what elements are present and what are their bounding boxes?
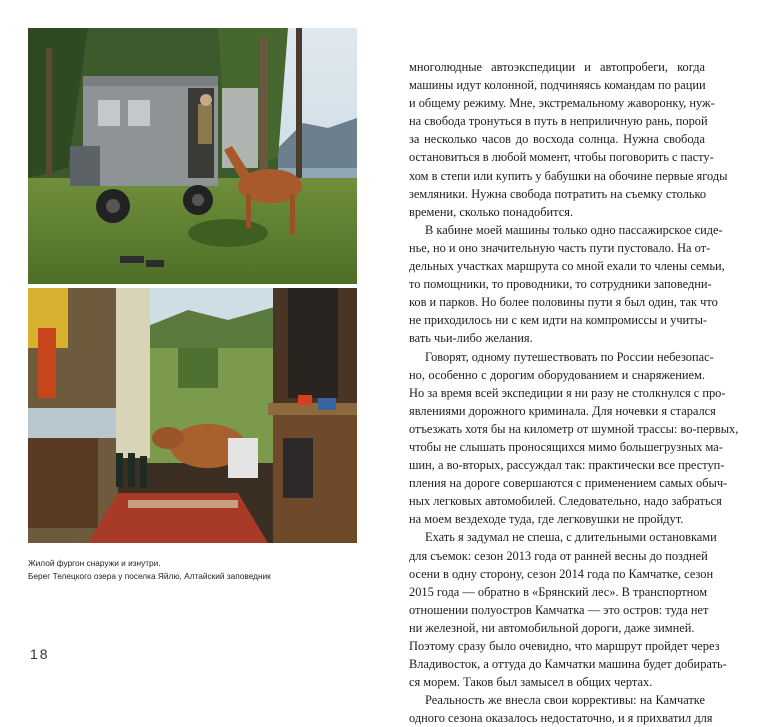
body-text-line: но, особенно с дорогим оборудованием и снаряжением. — [409, 367, 705, 382]
body-text-line: машины идут колонной, подчиняясь командам по рации — [409, 78, 706, 93]
body-text-line: ных легковых автомобилей. Следовательно, надо забраться — [409, 494, 722, 509]
body-text-line: не приходилось ни с кем идти на компромиссы и учиты- — [409, 313, 708, 328]
body-text-line: 2015 года — обратно в «Брянский лес». В транспортном — [409, 584, 708, 599]
body-text-line: В кабине моей машины только одно пассажирское сиде- — [425, 222, 723, 237]
body-text-line: Говорят, одному путешествовать по России небезопас- — [425, 349, 714, 364]
van-interior-photo — [28, 288, 357, 543]
van-interior-illustration — [28, 288, 357, 543]
body-text-line: пления на дороге совершаются с применением самых обыч- — [409, 476, 728, 491]
van-exterior-illustration — [28, 28, 357, 284]
body-text-line: ков и парков. Но более половины пути я был один, так что — [409, 295, 718, 310]
body-text-line: на свобода тронуться в путь в неприличную рань, порой — [409, 114, 708, 129]
van-exterior-photo — [28, 28, 357, 284]
body-text-line: Ехать я задумал не спеша, с длительными остановками — [425, 530, 717, 545]
body-text-line: хом в степи или купить у бабушки на обочине первые ягоды — [409, 168, 728, 183]
body-text-line: Владивосток, а оттуда до Камчатки машина будет добирать- — [409, 657, 727, 672]
body-text-line: отъезжать хотя бы на километр от шумной трассы: во-первых, — [409, 421, 739, 436]
body-text-line: нье, но и оно значительную часть пути пустовало. На от- — [409, 240, 711, 255]
photo-caption — [28, 557, 358, 582]
body-text-line: дельных участках маршрута со мной ехали то члены семьи, — [409, 259, 725, 274]
body-text-line: отношении полуостров Камчатка — это остров: туда нет — [409, 602, 709, 617]
body-text-line: то помощники, то проводники, то сотрудники заповедни- — [409, 277, 712, 292]
body-text-line: Но за время всей экспедиции я ни разу не столкнулся с про- — [409, 385, 726, 400]
body-text-line: ни железной, ни автомобильной дороги, даже зимней. — [409, 620, 695, 635]
body-text-line: осени в одну сторону, сезон 2014 года по Камчатке, сезон — [409, 566, 714, 581]
body-text-line: явлениями дорожного криминала. Для ночевки я старался — [409, 403, 716, 418]
body-text-line: на моем вездеходе туда, где легковушки не пройдут. — [409, 512, 684, 527]
body-text-line: шин, а во-вторых, рассуждал так: практически все преступ- — [409, 458, 725, 473]
body-text-line: вать чьи-либо желания. — [409, 331, 533, 346]
body-text-line: Реальность же внесла свои коррективы: на Камчатке — [425, 693, 705, 708]
body-text-line: для съемок: сезон 2013 года от ранней весны до поздней — [409, 548, 708, 563]
body-text-line: Поэтому сразу было очевидно, что маршрут пройдет через — [409, 639, 720, 653]
body-text-column — [409, 58, 739, 727]
body-text-line: времени, сколько понадобится. — [409, 204, 574, 219]
body-text-line: многолюдные автоэкспедиции и автопробеги, когда — [409, 60, 705, 74]
body-text-line: чтобы не слышать проносящихся мимо большегрузных ма- — [409, 439, 723, 454]
body-text-line: остановиться в любой момент, чтобы поговорить с пасту- — [409, 150, 714, 165]
caption-line-1: Жилой фургон снаружи и изнутри. — [28, 558, 161, 568]
body-text-line: за несколько часов до восхода солнца. Нужна свобода — [409, 132, 705, 147]
body-text-line: ся морем. Таков был замысел в общих чертах. — [409, 675, 653, 690]
body-text-line: одного сезона оказалось недостаточно, и я прихватил для — [409, 711, 713, 726]
page-number: 18 — [30, 646, 50, 662]
caption-line-2: Берег Телецкого озера у поселка Яйлю, Алтайский заповедник — [28, 570, 271, 581]
body-text-line: земляники. Нужна свобода потратить на съемку столько — [409, 186, 707, 201]
body-text-line: и общему режиму. Мне, экстремальному жаворонку, нуж- — [409, 96, 715, 111]
